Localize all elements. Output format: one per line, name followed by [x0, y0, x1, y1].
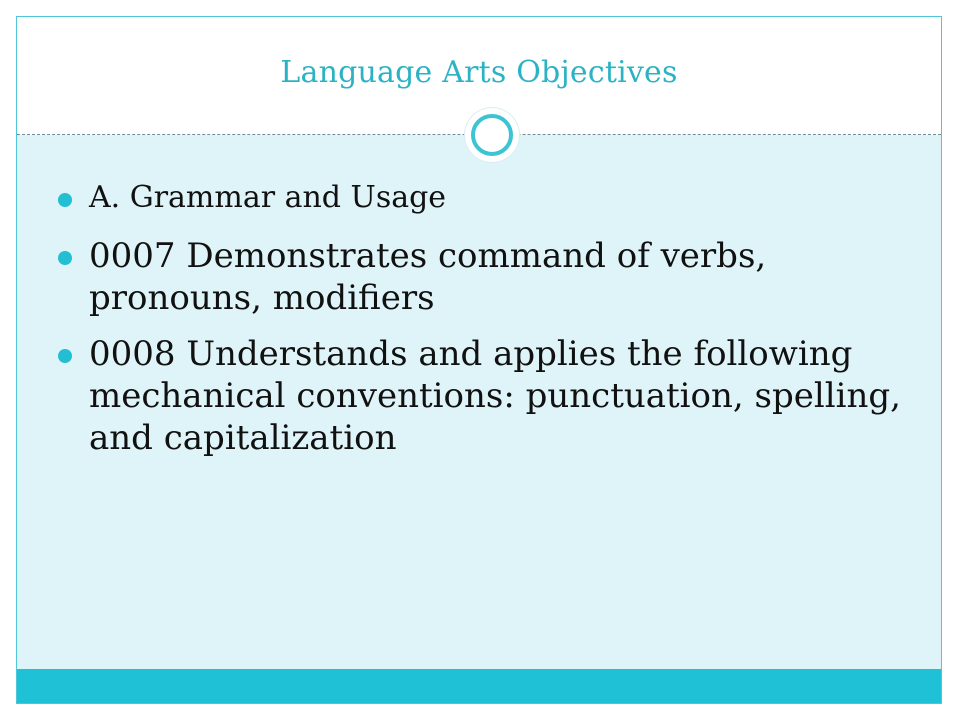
bullet-item-0008 [55, 333, 915, 459]
bullet-dot-icon [58, 193, 72, 207]
bullet-text: 0008 Understands and applies the following mechanical conventions: punctuation, spelling, and capitalization [89, 334, 901, 458]
bullet-item-grammar-usage [55, 177, 915, 219]
bullet-text: 0007 Demonstrates command of verbs, pronouns, modifiers [89, 236, 767, 318]
bullet-text: A. Grammar and Usage [89, 180, 447, 215]
footer-bar [17, 669, 941, 703]
bullet-item-0007 [55, 235, 915, 319]
circle-ornament-icon [465, 108, 519, 162]
slide-title: Language Arts Objectives [280, 55, 678, 90]
slide-frame [16, 16, 942, 704]
bullet-list [55, 177, 915, 463]
bullet-dot-icon [58, 251, 72, 265]
bullet-dot-icon [58, 349, 72, 363]
